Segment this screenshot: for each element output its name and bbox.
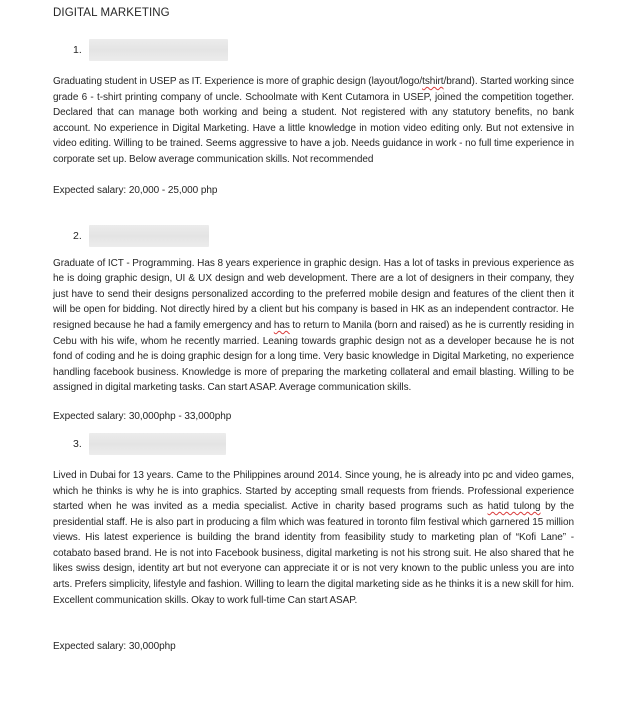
document-heading: DIGITAL MARKETING [53, 7, 170, 19]
candidate-header [73, 38, 574, 62]
candidate-entry-3 [53, 432, 574, 654]
redacted-name [89, 433, 226, 455]
spellcheck-flag: tshirt [422, 76, 444, 87]
candidate-number: 1. [73, 44, 82, 56]
spellcheck-flag: hatid tulong [487, 501, 541, 513]
candidate-description: Lived in Dubai for 13 years. Came to the Philippines around 2014. Since young, he is already into pc and video games, which he thinks is why he is into graphics. Started by accepting small requests from friends. Professional experience started when he was invited as a media specialist. Active in charity based programs such as hatid tulong by the presidential staff. He is also part in producing a film which was featured in toronto film festival which garnered 15 million views. His latest experience is building the brand identity from feasibility study to marketing plan of “Kofi Lane” - cotabato based brand. He is not into Facebook business, digital marketing is not his strong suit. He also shared that he likes swiss design, identity art but not everyone can appreciate it or is not very known to the public unless you are into arts. Prefers simplicity, lifestyle and fashion. Willing to learn the digital marketing side as he thinks it is a new skill for him. Excellent communication skills. Okay to work full-time Can start ASAP. [53, 469, 574, 606]
candidate-description: Graduate of ICT - Programming. Has 8 years experience in graphic design. Has a lot of tasks in previous experience as he is doing graphic design, UI & UX design and web development. There are a lot of designers in their company, they just have to send their designs personalized according to the preferred mobile design and features of the client then it will be open for bidding. Not directly hired by a client but his company is based in HK as an independent contractor. He resigned because he had a family emergency and has to return to Manila (born and raised) as he is currently residing in Cebu with his wife, whom he recently married. Leaning towards graphic design not as a developer because he is not fond of coding and he is doing graphic design for a long time. Very basic knowledge in Digital Marketing, no experience handling facebook business. Knowledge is more of preparing the marketing collateral and email blasting. Willing to be assigned in digital marketing tasks. Can start ASAP. Average communication skills. [53, 257, 574, 394]
document-body [53, 6, 574, 654]
expected-salary: Expected salary: 30,000php - 33,000php [53, 410, 232, 422]
redacted-name [89, 225, 209, 247]
candidate-number: 2. [73, 229, 82, 242]
candidate-description: Graduating student in USEP as IT. Experience is more of graphic design (layout/logo/tshirt/brand). Started working since grade 6 - t-shirt printing company of uncle. Schoolmate with Kent Cutamora in USEP, joined the competition together. Declared that can manage both working and being a student. Not registered with any statutory benefits, no bank account. No experience in Digital Marketing. Have a little knowledge in motion video editing only. But not extensive in video editing. Willing to be trained. Seems aggressive to have a job. Needs guidance in work - no full time experience in corporate set up. Below average communication skills. Not recommended [53, 76, 574, 165]
expected-salary: Expected salary: 30,000php [53, 641, 176, 653]
candidate-header [73, 224, 574, 248]
candidate-entry-2 [53, 224, 574, 424]
candidate-entry-1 [53, 38, 574, 198]
candidate-header [73, 432, 574, 456]
candidate-number: 3. [73, 437, 82, 450]
spellcheck-flag: has [273, 319, 290, 331]
expected-salary: Expected salary: 20,000 - 25,000 php [53, 184, 218, 196]
redacted-name [89, 39, 228, 61]
